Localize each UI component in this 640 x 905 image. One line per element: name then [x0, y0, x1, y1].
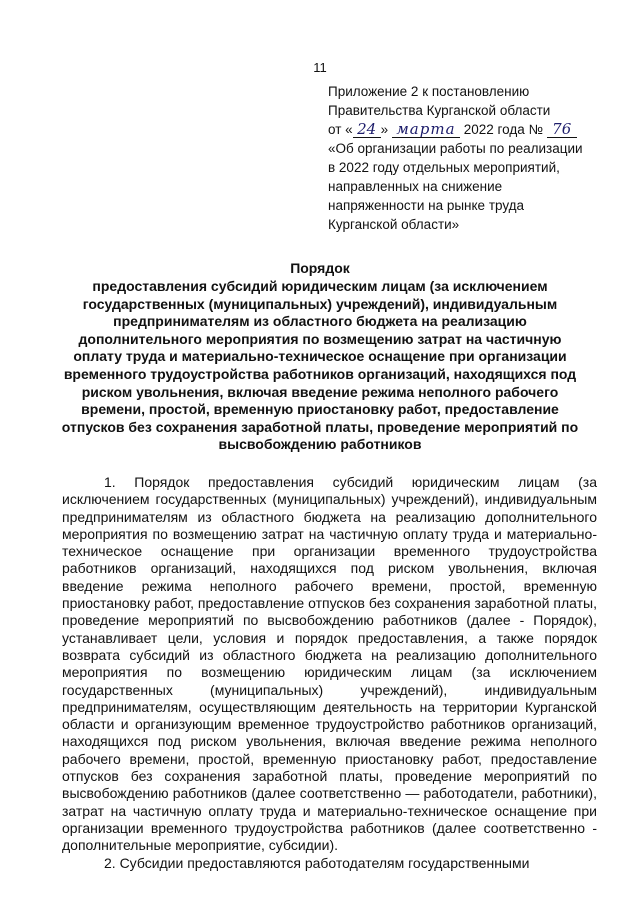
document-subtitle: предоставления субсидий юридическим лицам (за исключением государственных (муниципальных) учреждений), индивидуальным предпринимателям из областного бюджета на реализацию дополнительного мероприятия по возмещению затрат на частичную оплату труда и материально-техническое оснащение при организации временного трудоустройства работников организаций, находящихся под риском увольнения, включая введение режима неполного рабочего времени, простой, временную приостановку работ, предоставление отпусков без сохранения заработной платы, проведение мероприятий по высвобождению работников [61, 278, 579, 453]
appendix-line-5: в 2022 году отдельных мероприятий, [328, 160, 560, 175]
appendix-date-line [328, 120, 618, 139]
handwritten-month: марта [392, 122, 460, 138]
paragraph-1: 1. Порядок предоставления субсидий юридическим лицам (за исключением государственных (муниципальных) учреждений), индивидуальным предпринимателям из областного бюджета на реализацию дополнительного мероприятия по возмещению затрат на частичную оплату труда и материально-техническое оснащение при организации временного трудоустройства работников организаций, находящихся под риском увольнения, включая введение режима неполного рабочего времени, простой, временную приостановку работ, предоставление отпусков без сохранения заработной платы, проведение мероприятий по высвобождению работников (далее - Порядок), устанавливает цели, условия и порядок предоставления, а также порядок возврата субсидий из областного бюджета на реализацию дополнительного мероприятия по возмещению юридическим лицам (за исключением государственных (муниципальных) учреждений), индивидуальным предпринимателям, осуществляющим деятельность на территории Курганской области и организующим временное трудоустройство работников организаций, находящихся под риском увольнения, включая введение режима неполного рабочего времени, простой, временную приостановку работ, предоставление отпусков без сохранения заработной платы, проведение мероприятий по высвобождению работников (далее соответственно — работодатели, работники), затрат на частичную оплату труда и материально-техническое оснащение при организации временного трудоустройства работников (далее соответственно - дополнительные мероприятие, субсидии). [62, 474, 597, 854]
date-year: 2022 года № [463, 122, 543, 137]
date-prefix: от « [328, 122, 353, 137]
page-number: 11 [313, 60, 327, 75]
document-title: Порядок [290, 260, 350, 276]
appendix-line-1: Приложение 2 к постановлению [328, 84, 530, 99]
handwritten-number: 76 [547, 122, 577, 138]
handwritten-day: 24 [353, 122, 381, 138]
appendix-line-6: направленных на снижение [328, 179, 503, 194]
appendix-line-4: «Об организации работы по реализации [328, 141, 583, 156]
appendix-line-8: Курганской области» [328, 217, 460, 232]
appendix-line-7: напряженности на рынке труда [328, 198, 525, 213]
appendix-line-2: Правительства Курганской области [328, 103, 551, 118]
document-body [62, 474, 597, 872]
paragraph-2: 2. Субсидии предоставляются работодателям государственными [104, 854, 530, 871]
date-mid: » [380, 122, 389, 137]
appendix-header [328, 82, 618, 234]
